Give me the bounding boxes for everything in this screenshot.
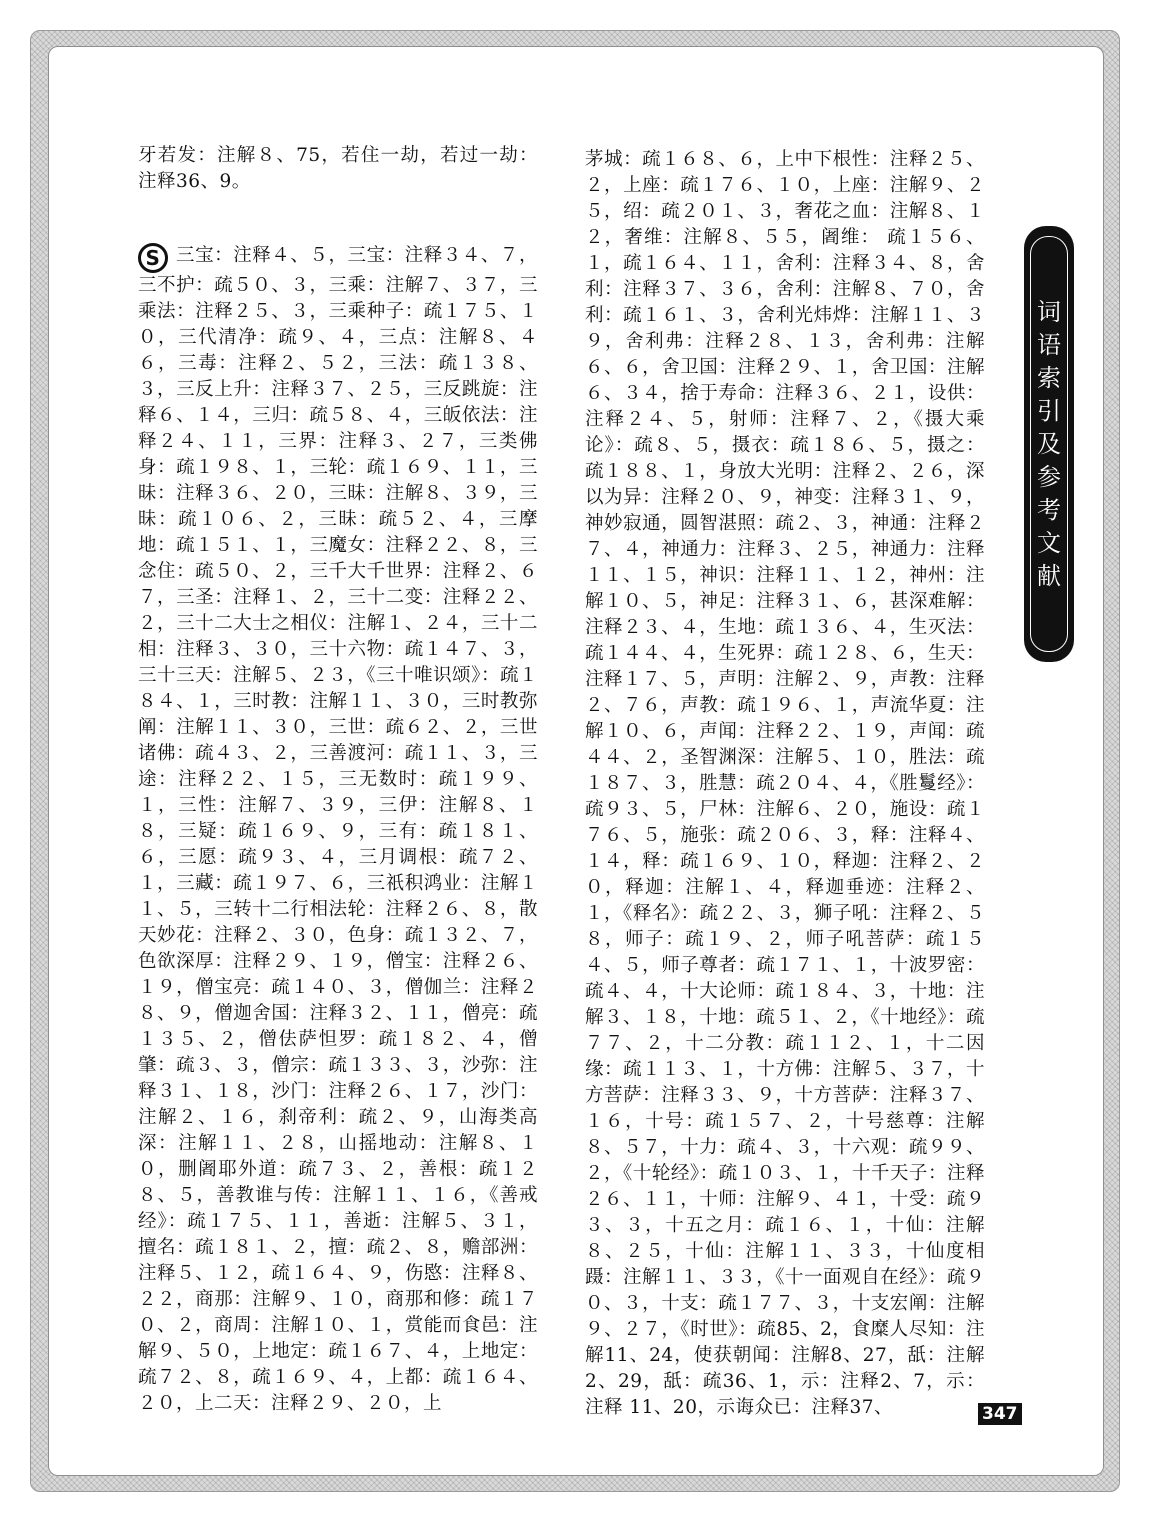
side-tab-char: 索 [1037, 363, 1061, 392]
s-section-text: 三宝：注释４、５，三宝：注释３４、７，三不护：疏５０、３，三乘：注解７、３７，三乘法：注释２５、３，三乘种子：疏１７５、１０，三代清净：疏９、４，三点：注解８、４６，三毒：注释２、５２，三法：疏１３８、３，三反上升：注释３７、２５，三反跳旋：注释６、１４，三归：疏５８、４，三皈依法：注释２４、１１，三界：注释３、２７，三类佛身：疏１９８、１，三轮：疏１６９、１１，三昧：注释３６、２０，三昧：注解８、３９，三昧：疏１０６、２，三昧：疏５２、４，三摩地：疏１５１、１，三魔女：注释２２、８，三念住：疏５０、２，三千大千世界：注释２、６７，三圣：注释１、２，三十二变：注释２２、２，三十二大士之相仪：注解１、２４，三十二相：注释３、３０，三十六物：疏１４７、３，三十三天：注解５、２３，《三十唯识颂》：疏１８４、１，三时教：注解１１、３０，三时教弥阐：注解１１、３０，三世：疏６２、２，三世诸佛：疏４３、２，三善渡河：疏１１、３，三途：注释２２、１５，三无数时：疏１９９、１，三性：注解７、３９，三伊：注解８、１８，三疑：疏１６９、９，三有：疏１８１、６，三愿：疏９３、４，三月调根：疏７２、１，三藏：疏１９７、６，三祇积鸿业：注解１１、５，三转十二行相法轮：注释２６、８，散天妙花：注释２、３０，色身：疏１３２、７，色欲深厚：注释２９、１９，僧宝：注释２６、１９，僧宝亮：疏１４０、３，僧伽兰：注释２８、９，僧迦舍国：注释３２、１１，僧亮：疏１３５、２，僧佉萨怛罗：疏１８２、４，僧肇：疏３、３，僧宗：疏１３３、３，沙弥：注释３１、１８，沙门：注释２６、１７，沙门：注解２、１６，刹帝利：疏２、９，山海类高深：注解１１、２８，山摇地动：注解８、１０，删阇耶外道：疏７３、２，善根：疏１２８、５，善教谁与传：注解１１、１６，《善戒经》：疏１７５、１１，善逝：注解５、３１，擅名：疏１８１、２，擅：疏２、８，赡部洲：注释５、１２，疏１６４、９，伤愍：注释８、２２，商那：注解９、１０，商那和修：疏１７０、２，商周：注解１０、１，赏能而食邑：注解９、５０，上地定：疏１６７、４，上地定：疏７２、８，疏１６９、４，上都：疏１６４、２０，上二天：注释２９、２０，上 [138, 245, 538, 1414]
right-text-column [585, 147, 985, 1421]
side-tab-char: 考 [1037, 495, 1061, 524]
right-column-entries: 茅城：疏１６８、６，上中下根性：注释２５、２，上座：疏１７６、１０，上座：注解９、２５，绍：疏２０１、３，奢花之血：注解８、１２，奢维：注解８、５５，阇维： 疏１５６、１，疏１６４、１１，舍利：注释３４、８，舍利：注释３７、３６，舍利：注解８、７０，舍利：疏１６１、３，舍利光炜烨：注解１１、３９，舍利弗：注释２８、１３，舍利弗：注解６、６，舍卫国：注释２９、１，舍卫国：注解６、３４，捨于寿命：注释３６、２１，设供：注释２４、５，射师：注释７、２，《摄大乘论》：疏８、５，摄衣：疏１８６、５，摄之：疏１８８、１，身放大光明：注释２、２６，深以为异：注释２０、９，神变：注释３１、９，神妙寂通，圆智湛照：疏２、３，神通：注释２７、４，神通力：注释３、２５，神通力：注释１１、１５，神识：注释１１、１２，神州：注解１０、５，神足：注释３１、６，甚深难解：注释２３、４，生地：疏１３６、４，生灭法：疏１４４、４，生死界：疏１２８、６，生天：注释１７、５，声明：注解２、９，声教：注释２、７６，声教：疏１９６、１，声流华夏：注解１０、６，声闻：注释２２、１９，声闻：疏４４、２，圣智渊深：注解５、１０，胜法：疏１８７、３，胜慧：疏２０４、４，《胜鬘经》：疏９３、５，尸林：注解６、２０，施设：疏１７６、５，施张：疏２０６、３，释：注释４、１４，释：疏１６９、１０，释迦：注释２、２０，释迦：注解１、４，释迦垂迹：注释２、１，《释名》：疏２２、３，狮子吼：注释２、５８，师子：疏１９、２，师子吼菩萨：疏１５４、５，师子尊者：疏１７１、１，十波罗密：疏４、４，十大论师：疏１８４、３，十地：注解３、１８，十地：疏５１、２，《十地经》：疏７７、２，十二分教：疏１１２、１，十二因缘：疏１１３、１，十方佛：注解５、３７，十方菩萨：注释３３、９，十方菩萨：注释３７、１６，十号：疏１５７、２，十号慈尊：注解８、５７，十力：疏４、３，十六观：疏９９、２，《十轮经》：疏１０３、１，十千天子：注释２６、１１，十师：注解９、４１，十受：疏９３、３，十五之月：疏１６、１，十仙：注解８、２５，十仙：注解１１、３３，十仙度相蹑：注解１１、３３，《十一面观自在经》：疏９０、３，十支：疏１７７、３，十支宏阐：注解９、２７，《时世》：疏85、2，食糜人尽知：注解11、24，使获朝闻：注解8、27，舐：注解2、29，舐：疏36、1，示：注释2、7，示：注释 11、20，示诲众已：注释37、 [585, 149, 985, 1418]
s-section-entries [138, 243, 538, 1417]
side-tab-char: 参 [1037, 462, 1061, 491]
side-tab-char: 词 [1037, 297, 1061, 326]
continuation-entry: 牙若发：注解８、75，若住一劫，若过一劫：注释36、9。 [138, 145, 538, 192]
section-side-tab-label [1030, 236, 1068, 652]
side-tab-char: 献 [1037, 561, 1061, 590]
side-tab-char: 语 [1037, 330, 1061, 359]
section-side-tab [1024, 226, 1074, 662]
side-tab-char: 及 [1037, 429, 1061, 458]
left-text-column [138, 143, 538, 1417]
page-number: 347 [978, 1403, 1022, 1425]
side-tab-char: 文 [1037, 528, 1061, 557]
section-letter-badge: S [138, 243, 168, 273]
side-tab-char: 引 [1037, 396, 1061, 425]
